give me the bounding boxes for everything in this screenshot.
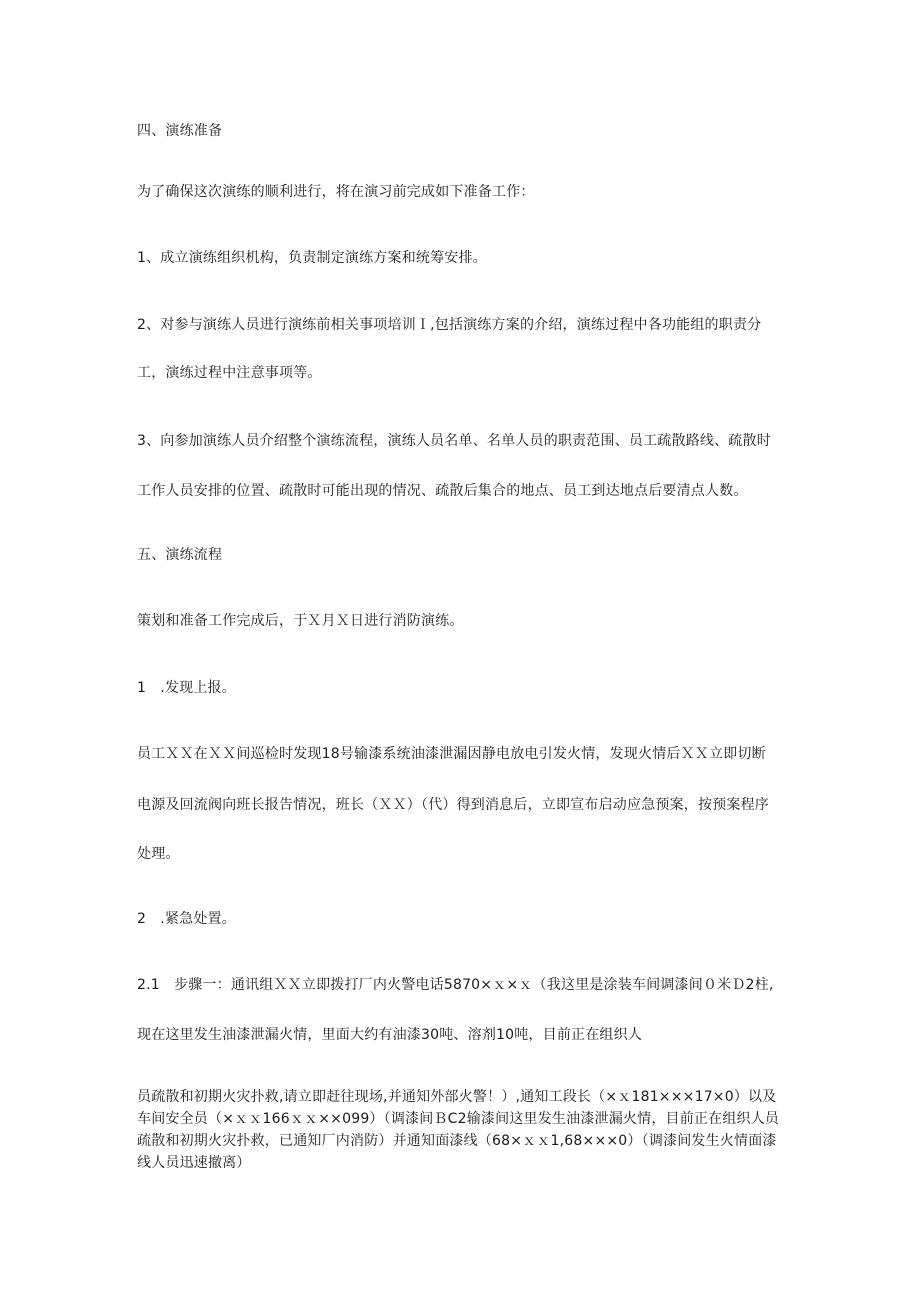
paragraph-line: 工，演练过程中注意事项等。 <box>137 365 322 381</box>
subsection-heading: 2 .紧急处置。 <box>137 911 236 927</box>
section-heading-flow: 五、演练流程 <box>137 547 223 563</box>
paragraph-line: 电源及回流阀向班长报告情况，班长（ＸＸ）（代）得到消息后，立即宣布启动应急预案，按预案程序 <box>137 797 769 813</box>
paragraph-line: 为了确保这次演练的顺利进行，将在演习前完成如下准备工作： <box>137 184 535 200</box>
paragraph-line: 策划和准备工作完成后，于Ｘ月Ｘ日进行消防演练。 <box>137 613 464 629</box>
final-paragraph: 员疏散和初期火灾扑救,请立即赶往现场,并通知外部火警！）,通知工段长（×ｘ181×××17×0）以及车间安全员（×ｘｘ166ｘｘ××099）（调漆间ＢC2输漆间这里发生油漆泄漏火情，目前正在组织人员疏散和初期火灾扑救，已通知厂内消防）并通知面漆线（68×ｘｘ1,68×××0）（调漆间发生火情面漆线人员迅速撤离） <box>137 1089 780 1171</box>
paragraph-line: 工作人员安排的位置、疏散时可能出现的情况、疏散后集合的地点、员工到达地点后要清点人数。 <box>137 483 748 499</box>
section-heading-prep: 四、演练准备 <box>137 123 223 139</box>
paragraph-line: 2.1 步骤一：通讯组ＸＸ立即拨打厂内火警电话5870×ｘ×ｘ（我这里是涂装车间调漆间０米Ｄ2柱, <box>137 977 774 993</box>
paragraph-line: 3、向参加演练人员介绍整个演练流程，演练人员名单、名单人员的职责范围、员工疏散路线、疏散时 <box>137 433 771 449</box>
paragraph-line: 员工ＸＸ在ＸＸ间巡检时发现18号输漆系统油漆泄漏因静电放电引发火情，发现火情后ＸＸ立即切断 <box>137 746 766 762</box>
paragraph-line: 1、成立演练组织机构，负责制定演练方案和统筹安排。 <box>137 250 487 266</box>
paragraph-line: 处理。 <box>137 846 180 862</box>
subsection-heading: 1 .发现上报。 <box>137 680 236 696</box>
paragraph-line: 2、对参与演练人员进行演练前相关事项培训Ｉ,包括演练方案的介绍，演练过程中各功能组的职责分 <box>137 317 762 333</box>
paragraph-line: 现在这里发生油漆泄漏火情，里面大约有油漆30吨、溶剂10吨，目前正在组织人 <box>137 1027 643 1043</box>
